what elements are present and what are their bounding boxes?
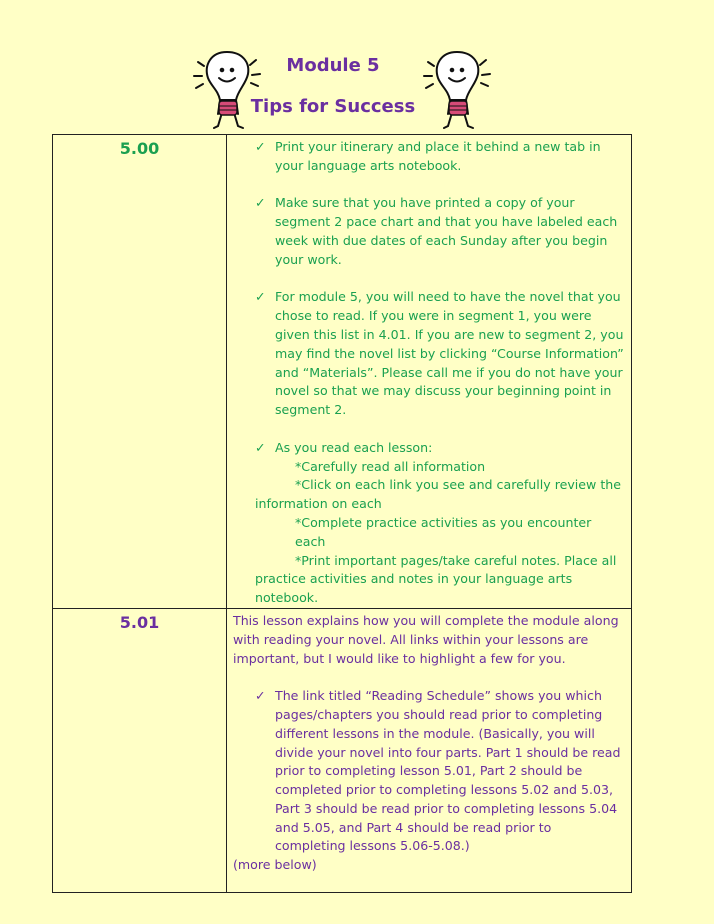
- list-item: ✓ For module 5, you will need to have the novel that you chose to read. If you were in segment 1, you were given this list in 4.01. If you are new to segment 2, you may find the novel list by clicking “Course Information” and “Materials”. Please call me if you do not have your novel so that we may discuss your beginning point in segment 2.: [255, 289, 624, 418]
- lesson-intro: This lesson explains how you will complete the module along with reading your novel. All links within your lessons are important, but I would like to highlight a few for you.: [233, 612, 619, 666]
- list-item: ✓ The link titled “Reading Schedule” shows you which pages/chapters you should read prior to completing different lessons in the module. (Basically, you will divide your novel into four parts. Part 1 should be read prior to completing lesson 5.01, Part 2 should be completed prior to completing lessons 5.02 and 5.03, Part 3 should be read prior to completing lessons 5.04 and 5.05, and Part 4 should be read prior to completing lessons 5.06-5.08.): [255, 688, 621, 854]
- lesson-content: [227, 608, 632, 892]
- checkmark-icon: ✓: [255, 289, 266, 305]
- lesson-code: 5.01: [53, 608, 227, 892]
- sub-item-continuation: practice activities and notes in your language arts notebook.: [255, 571, 573, 606]
- checkmark-icon: ✓: [255, 139, 266, 154]
- table-row: [53, 608, 632, 892]
- list-item: ✓ Make sure that you have printed a copy of your segment 2 pace chart and that you have labeled each week with due dates of each Sunday after you begin your work.: [255, 195, 618, 267]
- more-below-note: (more below): [233, 857, 317, 873]
- sub-item-continuation: information on each: [255, 496, 382, 512]
- table-row: [53, 135, 632, 609]
- page-subtitle: Tips for Success: [250, 96, 416, 117]
- list-item: ✓ Print your itinerary and place it behind a new tab in your language arts notebook.: [255, 139, 601, 173]
- sub-item: *Print important pages/take careful notes. Place all: [295, 552, 617, 568]
- sub-item: *Complete practice activities as you encounter each: [295, 514, 592, 549]
- checkmark-icon: ✓: [255, 439, 266, 455]
- page-title: Module 5: [286, 55, 380, 76]
- lesson-content: [227, 135, 632, 609]
- list-item: ✓ As you read each lesson:: [233, 439, 625, 458]
- tips-table: [52, 134, 632, 893]
- sub-item: *Carefully read all information: [295, 458, 486, 474]
- checkmark-icon: ✓: [255, 195, 266, 211]
- sub-item: *Click on each link you see and carefully review the: [295, 477, 622, 493]
- lesson-code: 5.00: [53, 135, 227, 609]
- checkmark-icon: ✓: [255, 688, 266, 704]
